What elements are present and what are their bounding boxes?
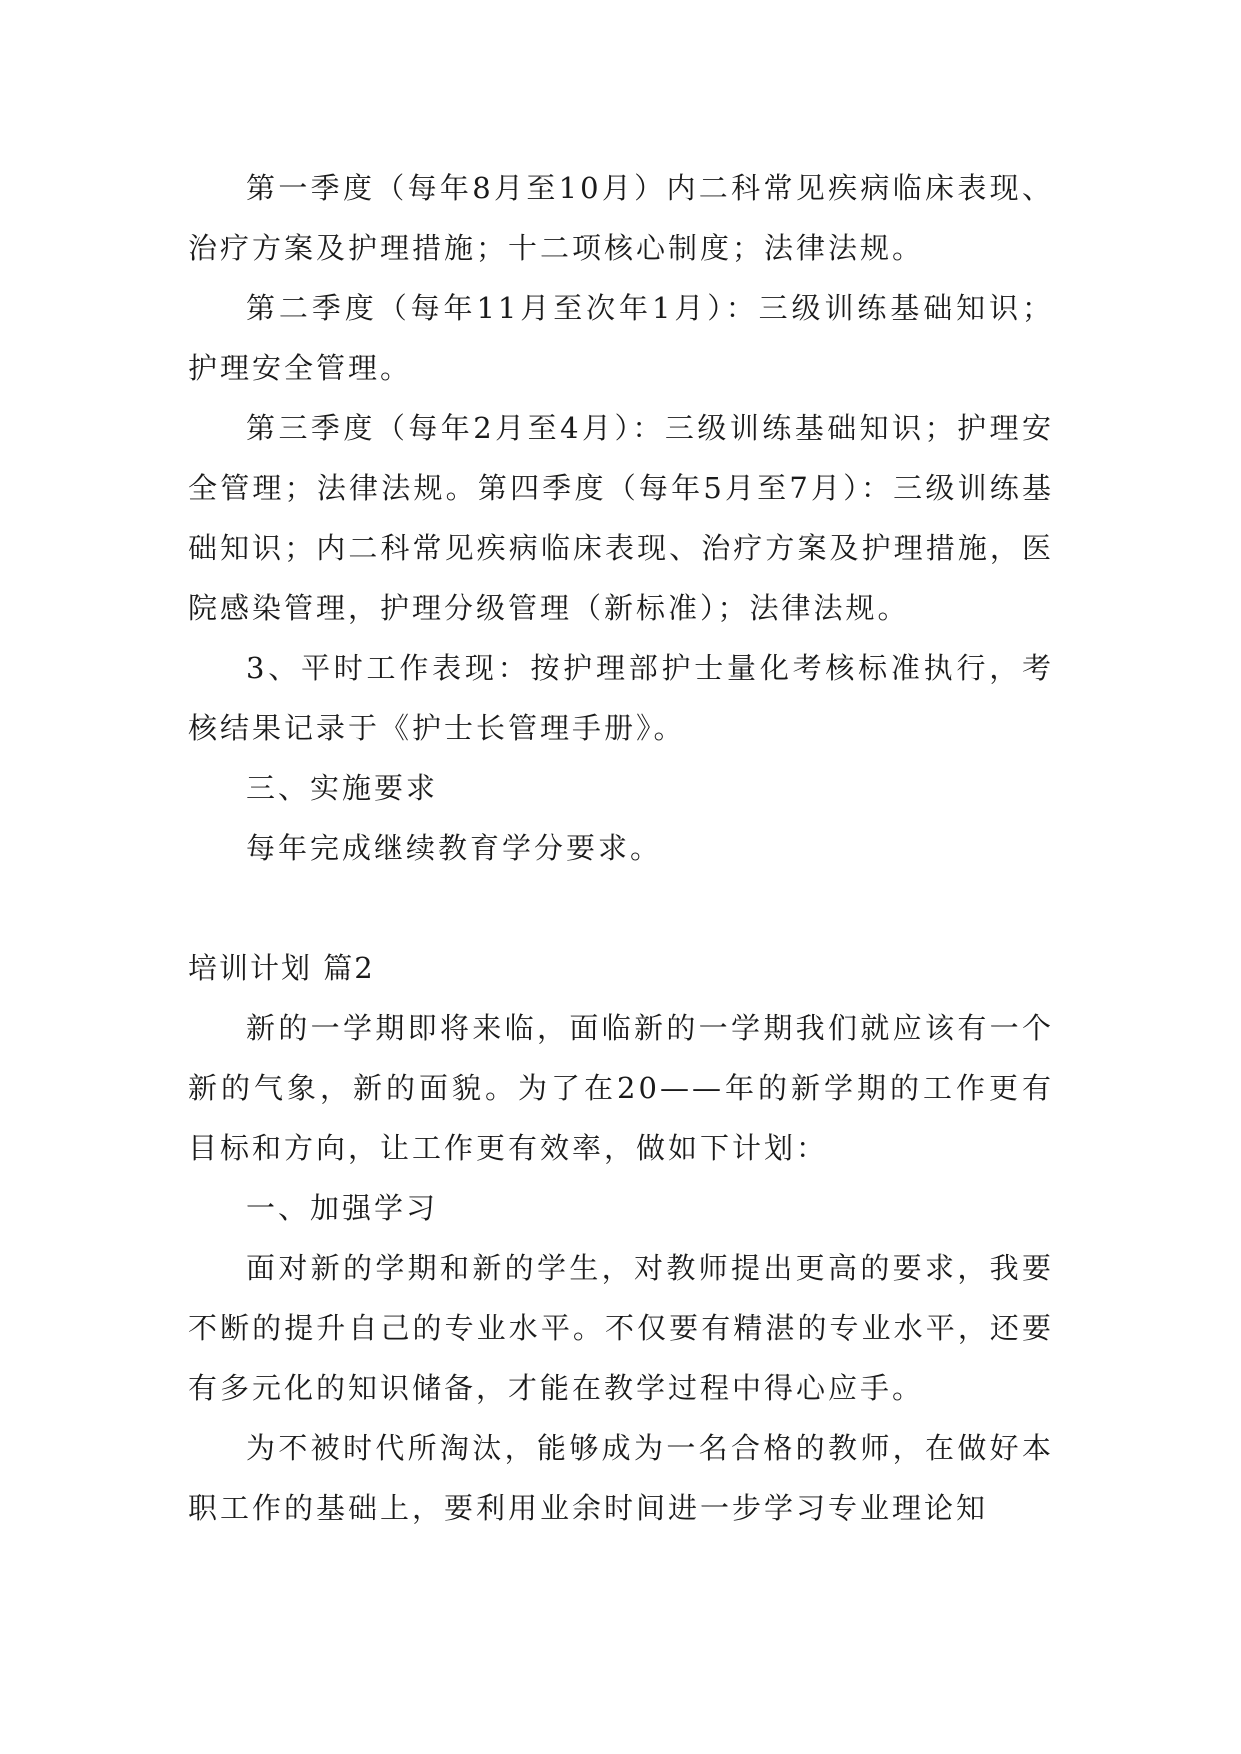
- quarter-two-paragraph: 第二季度（每年11月至次年1月）：三级训练基础知识；护理安全管理。: [188, 291, 1054, 385]
- intro-paragraph: 新的一学期即将来临，面临新的一学期我们就应该有一个新的气象，新的面貌。为了在20——年的新学期的工作更有目标和方向，让工作更有效率，做如下计划：: [188, 1011, 1054, 1165]
- document-body: [188, 158, 1054, 1538]
- study-paragraph-one: 面对新的学期和新的学生，对教师提出更高的要求，我要不断的提升自己的专业水平。不仅要有精湛的专业水平，还要有多元化的知识储备，才能在教学过程中得心应手。: [188, 1251, 1054, 1405]
- section-title: 培训计划 篇2: [188, 951, 375, 985]
- requirement-paragraph: 每年完成继续教育学分要求。: [246, 831, 663, 865]
- study-paragraph-two: 为不被时代所淘汰，能够成为一名合格的教师，在做好本职工作的基础上，要利用业余时间进一步学习专业理论知: [188, 1431, 1054, 1525]
- quarter-one-paragraph: 第一季度（每年8月至10月）内二科常见疾病临床表现、治疗方案及护理措施；十二项核心制度；法律法规。: [188, 171, 1054, 265]
- quarter-three-four-paragraph: 第三季度（每年2月至4月）：三级训练基础知识；护理安全管理；法律法规。第四季度（每年5月至7月）：三级训练基础知识；内二科常见疾病临床表现、治疗方案及护理措施，医院感染管理，护理分级管理（新标准）；法律法规。: [188, 411, 1054, 625]
- implementation-heading: 三、实施要求: [246, 771, 439, 805]
- section-gap: [188, 878, 1054, 938]
- daily-performance-paragraph: 3、平时工作表现：按护理部护士量化考核标准执行，考核结果记录于《护士长管理手册》。: [188, 651, 1054, 745]
- study-heading: 一、加强学习: [246, 1191, 439, 1225]
